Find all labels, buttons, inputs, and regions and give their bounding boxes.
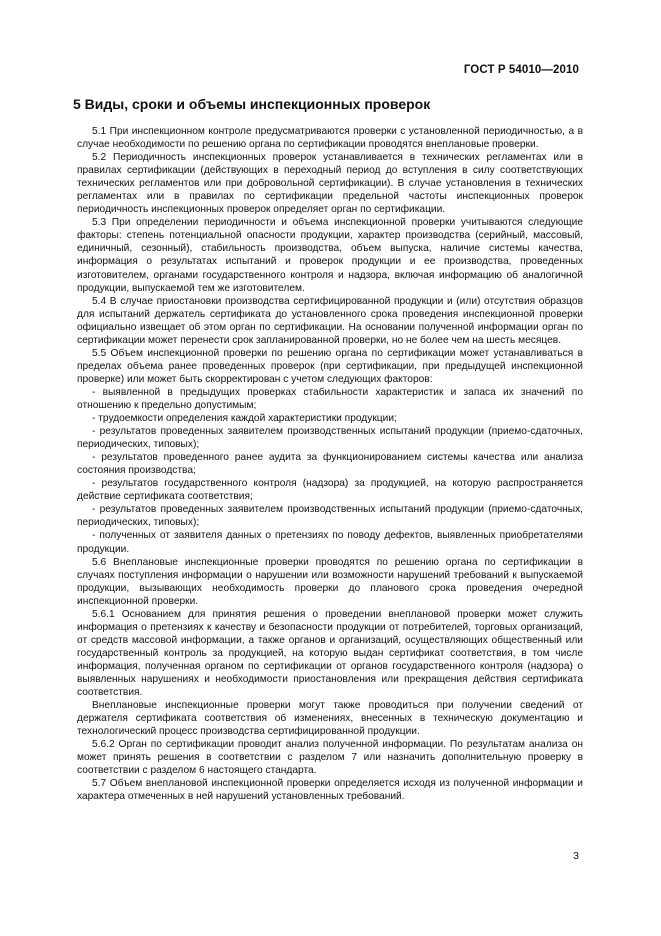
list-item: - результатов проведенных заявителем производственных испытаний продукции (приемо-сдаточных, периодических, типовых); [77, 426, 583, 451]
paragraph-5-7: 5.7 Объем внеплановой инспекционной проверки определяется исходя из полученной информации и характера отмеченных в ней нарушений установленных требований. [77, 778, 583, 803]
list-item: - результатов проведенного ранее аудита за функционированием системы качества или анализа состояния производства; [77, 452, 583, 477]
list-item: - выявленной в предыдущих проверках стабильности характеристик и запаса их значений по отношению к предельно допустимым; [77, 386, 583, 411]
document-code: ГОСТ Р 54010—2010 [463, 64, 579, 76]
paragraph-5-3: 5.3 При определении периодичности и объема инспекционной проверки учитываются следующие факторы: степень потенциальной опасности продукции, характер производства (серийный, массовый, единичный, сезонный), стабильность производства, объем выпуска, наличие системы качества, информация о результатах испытаний и проверок продукции и ее производства, проведенных изготовителем, органами государственного контроля и надзора, включая информацию об аналогичной продукции, выпускаемой тем же изготовителем. [77, 217, 583, 294]
paragraph-5-6-2: 5.6.2 Орган по сертификации проводит анализ полученной информации. По результатам анализа он может принять решения в соответствии с разделом 7 или назначить дополнительную проверку в соответствии с разделом 6 настоящего стандарта. [77, 739, 583, 777]
list-item: - трудоемкости определения каждой характеристики продукции; [92, 413, 397, 425]
paragraph-5-6: 5.6 Внеплановые инспекционные проверки проводятся по решению органа по сертификации в случаях поступления информации о нарушении или возможности нарушений требований к выпускаемой продукции, вызывающих необходимость проверки до планового срока проведения очередной инспекционной проверки. [77, 556, 583, 607]
paragraph-5-6-1: 5.6.1 Основанием для принятия решения о проведении внеплановой проверки может служить информация о претензиях к качеству и безопасности продукции от потребителей, торговых организаций, от средств массовой информации, а также органов и организаций, осуществляющих общественный или государственный контроль за продукцией, на которую выдан сертификат соответствия, в том числе информация, полученная органом по сертификации от органов государственного контроля (надзора) о выявленных нарушениях и необходимости приостановления или прекращения действия сертификата соответствия. [77, 608, 583, 699]
paragraph-5-5: 5.5 Объем инспекционной проверки по решению органа по сертификации может устанавливаться в пределах объема ранее проведенных проверок (при сертификации, при предыдущей инспекционной проверке) или может быть скорректирован с учетом следующих факторов: [77, 347, 583, 385]
paragraph-5-4: 5.4 В случае приостановки производства сертифицированной продукции и (или) отсутствия образцов для испытаний держатель сертификата до установленного срока проведения инспекционной проверки официально извещает об этом орган по сертификации. На основании полученной информации орган по сертификации может перенести срок запланированной проверки, но не более чем на шесть месяцев. [77, 295, 583, 346]
paragraph-5-6-1-cont: Внеплановые инспекционные проверки могут также проводиться при получении сведений от держателя сертификата соответствия об изменениях, внесенных в техническую документацию и технологический процесс производства сертифицированной продукции. [77, 700, 583, 738]
list-item: - результатов проведенных заявителем производственных испытаний продукции (приемо-сдаточных, периодических, типовых); [77, 504, 583, 529]
paragraph-5-1: 5.1 При инспекционном контроле предусматриваются проверки с установленной периодичностью, а в случае необходимости по решению органа по сертификации проводятся внеплановые проверки. [77, 126, 583, 151]
section-title: 5 Виды, сроки и объемы инспекционных проверок [73, 96, 431, 112]
body-text [77, 125, 583, 803]
page-number: 3 [573, 850, 579, 862]
list-item: - результатов государственного контроля (надзора) за продукцией, на которую распространяется действие сертификата соответствия; [77, 478, 583, 503]
list-item: - полученных от заявителя данных о претензиях по поводу дефектов, выявленных приобретателями продукции. [77, 530, 583, 555]
paragraph-5-2: 5.2 Периодичность инспекционных проверок устанавливается в технических регламентах или в правилах сертификации (действующих в переходный период до вступления в силу соответствующих технических регламентов или при добровольной сертификации). В случае установления в технических регламентах или в правилах по сертификации предельной частоты инспекционных проверок периодичность инспекционных проверок определяет орган по сертификации. [77, 152, 583, 216]
